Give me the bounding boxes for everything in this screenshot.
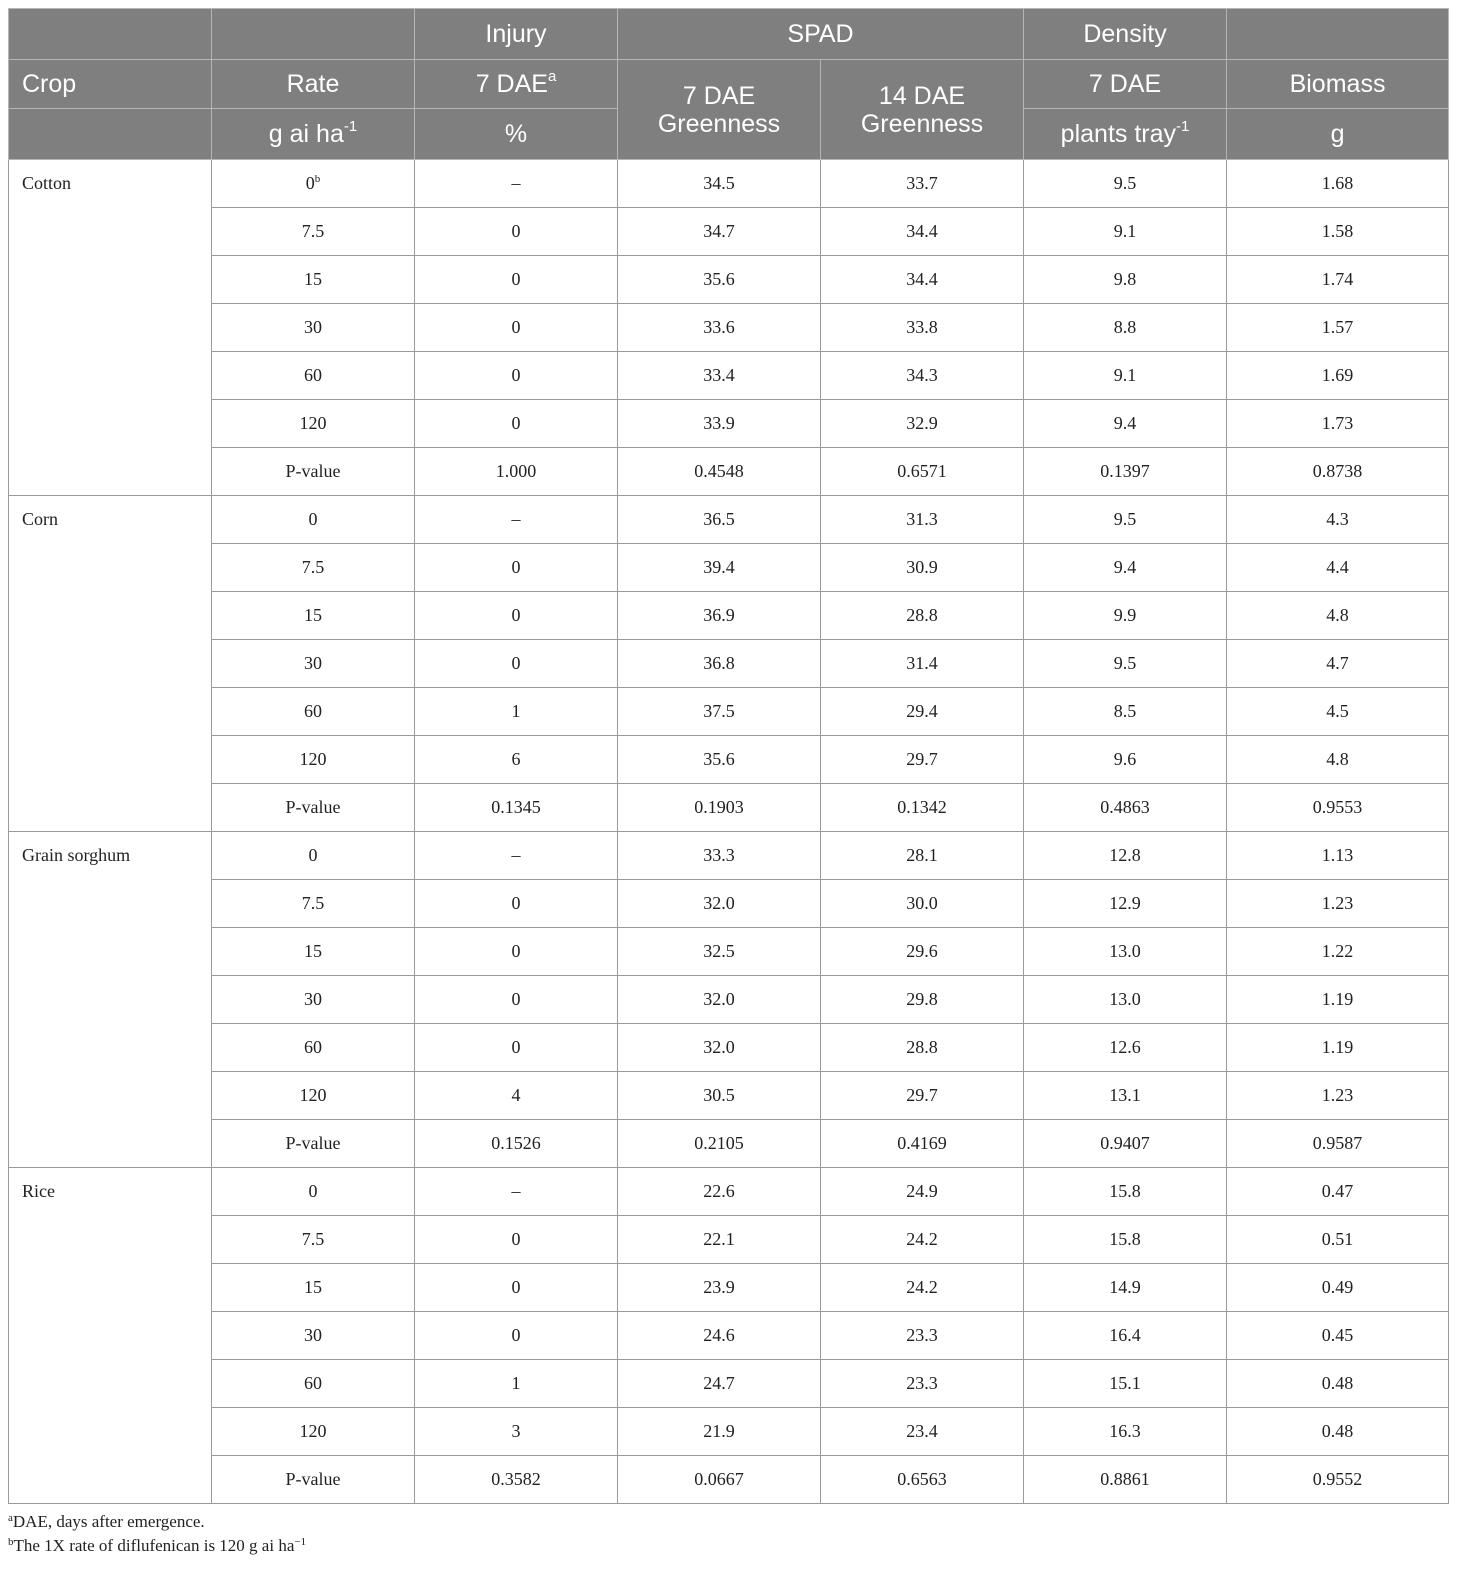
spad14-cell: 32.9	[821, 400, 1024, 448]
spad14-cell: 29.6	[821, 928, 1024, 976]
biomass-cell: 0.9552	[1227, 1456, 1449, 1504]
spad14-cell: 23.3	[821, 1312, 1024, 1360]
header-injury-dae	[415, 60, 618, 109]
biomass-cell: 1.73	[1227, 400, 1449, 448]
spad14-cell: 33.8	[821, 304, 1024, 352]
table-row	[9, 880, 1449, 928]
footnotes	[8, 1510, 1448, 1558]
injury-cell: 6	[415, 736, 618, 784]
spad7-cell: 32.0	[618, 880, 821, 928]
spad14-cell: 0.6563	[821, 1456, 1024, 1504]
spad14-cell: 30.0	[821, 880, 1024, 928]
header-blank-rate	[212, 9, 415, 60]
header-crop-unit-blank	[9, 109, 212, 160]
injury-cell: 0	[415, 1312, 618, 1360]
biomass-cell: 4.7	[1227, 640, 1449, 688]
spad14-cell: 0.4169	[821, 1120, 1024, 1168]
density-cell: 9.8	[1024, 256, 1227, 304]
spad7-cell: 0.4548	[618, 448, 821, 496]
spad14-cell: 29.7	[821, 736, 1024, 784]
table-row	[9, 640, 1449, 688]
rate-cell	[212, 1024, 415, 1072]
rate-cell	[212, 784, 415, 832]
density-cell: 9.9	[1024, 592, 1227, 640]
header-blank-biomass	[1227, 9, 1449, 60]
table-row	[9, 256, 1449, 304]
table-row	[9, 784, 1449, 832]
table-row	[9, 1120, 1449, 1168]
spad7-cell: 35.6	[618, 256, 821, 304]
table-container	[8, 8, 1448, 1558]
injury-cell: 0	[415, 880, 618, 928]
density-cell: 15.8	[1024, 1168, 1227, 1216]
biomass-cell: 1.23	[1227, 880, 1449, 928]
spad7-cell: 21.9	[618, 1408, 821, 1456]
density-cell: 9.1	[1024, 352, 1227, 400]
rate-cell	[212, 208, 415, 256]
rate-value: 0	[308, 509, 318, 529]
header-spad: SPAD	[618, 9, 1024, 60]
header-injury-dae-sup: a	[547, 68, 557, 85]
density-cell: 9.6	[1024, 736, 1227, 784]
biomass-cell: 0.51	[1227, 1216, 1449, 1264]
rate-value: P-value	[285, 461, 341, 481]
biomass-cell: 4.8	[1227, 736, 1449, 784]
density-cell: 14.9	[1024, 1264, 1227, 1312]
injury-cell: 1	[415, 1360, 618, 1408]
spad7-cell: 24.6	[618, 1312, 821, 1360]
biomass-cell: 0.9587	[1227, 1120, 1449, 1168]
density-cell: 8.8	[1024, 304, 1227, 352]
table-row	[9, 688, 1449, 736]
rate-cell	[212, 352, 415, 400]
injury-cell: 0	[415, 544, 618, 592]
spad7-cell: 33.3	[618, 832, 821, 880]
rate-value: 15	[304, 1277, 322, 1297]
spad7-cell: 39.4	[618, 544, 821, 592]
injury-cell: 0	[415, 1024, 618, 1072]
table-row	[9, 448, 1449, 496]
rate-value: 120	[299, 413, 327, 433]
rate-value: 60	[304, 365, 322, 385]
spad7-cell: 0.0667	[618, 1456, 821, 1504]
spad14-cell: 28.8	[821, 592, 1024, 640]
rate-value: 60	[304, 1373, 322, 1393]
rate-value: 30	[304, 989, 322, 1009]
density-cell: 15.1	[1024, 1360, 1227, 1408]
rate-cell	[212, 496, 415, 544]
density-cell: 9.5	[1024, 160, 1227, 208]
biomass-cell: 1.19	[1227, 1024, 1449, 1072]
table-row	[9, 1408, 1449, 1456]
density-cell: 9.4	[1024, 400, 1227, 448]
density-cell: 13.1	[1024, 1072, 1227, 1120]
header-density: Density	[1024, 9, 1227, 60]
density-cell: 16.4	[1024, 1312, 1227, 1360]
injury-cell: 0.1345	[415, 784, 618, 832]
injury-cell: 0	[415, 256, 618, 304]
spad14-cell: 28.8	[821, 1024, 1024, 1072]
spad7-cell: 32.5	[618, 928, 821, 976]
biomass-cell: 1.69	[1227, 352, 1449, 400]
crop-cell: Rice	[9, 1168, 212, 1504]
density-cell: 12.6	[1024, 1024, 1227, 1072]
biomass-cell: 0.9553	[1227, 784, 1449, 832]
spad14-cell: 31.4	[821, 640, 1024, 688]
density-cell: 0.1397	[1024, 448, 1227, 496]
injury-cell: 0	[415, 976, 618, 1024]
header-injury-dae-text: 7 DAE	[475, 70, 548, 98]
spad14-cell: 34.4	[821, 208, 1024, 256]
density-cell: 8.5	[1024, 688, 1227, 736]
rate-cell	[212, 832, 415, 880]
rate-value: 0	[305, 173, 315, 193]
header-biomass: Biomass	[1227, 60, 1449, 109]
injury-cell: 4	[415, 1072, 618, 1120]
spad14-cell: 29.7	[821, 1072, 1024, 1120]
spad7-cell: 23.9	[618, 1264, 821, 1312]
rate-value: P-value	[285, 797, 341, 817]
biomass-cell: 1.58	[1227, 208, 1449, 256]
header-density-unit	[1024, 109, 1227, 160]
spad14-cell: 29.4	[821, 688, 1024, 736]
table-row	[9, 1264, 1449, 1312]
table-header	[9, 9, 1449, 160]
spad7-cell: 36.5	[618, 496, 821, 544]
biomass-cell: 4.5	[1227, 688, 1449, 736]
rate-value: 30	[304, 1325, 322, 1345]
rate-value: 0	[308, 1181, 318, 1201]
footnote-b-sup: b	[8, 1536, 14, 1548]
table-row	[9, 1456, 1449, 1504]
table-row	[9, 832, 1449, 880]
rate-cell	[212, 1264, 415, 1312]
spad7-cell: 32.0	[618, 976, 821, 1024]
spad14-cell: 29.8	[821, 976, 1024, 1024]
rate-value: 15	[304, 605, 322, 625]
spad7-cell: 24.7	[618, 1360, 821, 1408]
biomass-cell: 0.47	[1227, 1168, 1449, 1216]
spad14-cell: 24.2	[821, 1216, 1024, 1264]
spad14-cell: 24.9	[821, 1168, 1024, 1216]
injury-cell: 0.3582	[415, 1456, 618, 1504]
injury-cell: 1	[415, 688, 618, 736]
rate-cell	[212, 880, 415, 928]
spad14-cell: 23.4	[821, 1408, 1024, 1456]
rate-cell	[212, 1360, 415, 1408]
spad7-cell: 32.0	[618, 1024, 821, 1072]
table-row	[9, 928, 1449, 976]
density-cell: 0.9407	[1024, 1120, 1227, 1168]
biomass-cell: 0.48	[1227, 1408, 1449, 1456]
rate-cell	[212, 1072, 415, 1120]
rate-cell	[212, 400, 415, 448]
rate-cell	[212, 544, 415, 592]
table-row	[9, 1168, 1449, 1216]
spad14-cell: 23.3	[821, 1360, 1024, 1408]
rate-cell	[212, 688, 415, 736]
crop-cell: Cotton	[9, 160, 212, 496]
table-row	[9, 1360, 1449, 1408]
injury-cell: –	[415, 1168, 618, 1216]
rate-cell	[212, 1216, 415, 1264]
spad14-cell: 24.2	[821, 1264, 1024, 1312]
biomass-cell: 1.68	[1227, 160, 1449, 208]
injury-cell: 0	[415, 400, 618, 448]
rate-value: P-value	[285, 1133, 341, 1153]
table-body	[9, 160, 1449, 1504]
table-row	[9, 976, 1449, 1024]
spad7-cell: 36.8	[618, 640, 821, 688]
density-cell: 0.4863	[1024, 784, 1227, 832]
rate-cell	[212, 1456, 415, 1504]
footnote-b-text-sup: −1	[294, 1536, 307, 1548]
header-density-dae: 7 DAE	[1024, 60, 1227, 109]
rate-value: 7.5	[301, 893, 325, 913]
header-rate-unit-sup: -1	[343, 118, 358, 135]
biomass-cell: 1.19	[1227, 976, 1449, 1024]
injury-cell: 0.1526	[415, 1120, 618, 1168]
rate-value: P-value	[285, 1469, 341, 1489]
header-crop: Crop	[9, 60, 212, 109]
spad7-cell: 37.5	[618, 688, 821, 736]
rate-value: 120	[299, 749, 327, 769]
spad7-cell: 22.1	[618, 1216, 821, 1264]
spad14-cell: 0.1342	[821, 784, 1024, 832]
spad7-cell: 34.5	[618, 160, 821, 208]
rate-value: 30	[304, 653, 322, 673]
rate-cell	[212, 448, 415, 496]
rate-cell	[212, 1408, 415, 1456]
injury-cell: 0	[415, 304, 618, 352]
header-rate-unit	[212, 109, 415, 160]
injury-cell: –	[415, 496, 618, 544]
spad7-cell: 22.6	[618, 1168, 821, 1216]
spad14-cell: 28.1	[821, 832, 1024, 880]
rate-value: 7.5	[301, 1229, 325, 1249]
rate-cell	[212, 160, 415, 208]
biomass-cell: 0.48	[1227, 1360, 1449, 1408]
table-row	[9, 1216, 1449, 1264]
density-cell: 13.0	[1024, 976, 1227, 1024]
spad7-cell: 35.6	[618, 736, 821, 784]
rate-cell	[212, 928, 415, 976]
rate-value: 30	[304, 317, 322, 337]
biomass-cell: 0.49	[1227, 1264, 1449, 1312]
table-row	[9, 352, 1449, 400]
injury-cell: 0	[415, 1216, 618, 1264]
spad7-cell: 0.2105	[618, 1120, 821, 1168]
injury-cell: 0	[415, 640, 618, 688]
biomass-cell: 4.4	[1227, 544, 1449, 592]
table-row	[9, 1312, 1449, 1360]
rate-cell	[212, 256, 415, 304]
spad7-cell: 0.1903	[618, 784, 821, 832]
injury-cell: 0	[415, 352, 618, 400]
spad14-cell: 34.3	[821, 352, 1024, 400]
spad7-cell: 36.9	[618, 592, 821, 640]
injury-cell: 0	[415, 928, 618, 976]
rate-value: 60	[304, 701, 322, 721]
table-row	[9, 208, 1449, 256]
density-cell: 9.5	[1024, 496, 1227, 544]
rate-value: 120	[299, 1085, 327, 1105]
injury-cell: –	[415, 160, 618, 208]
biomass-cell: 1.13	[1227, 832, 1449, 880]
density-cell: 0.8861	[1024, 1456, 1227, 1504]
table-row	[9, 304, 1449, 352]
spad7-cell: 34.7	[618, 208, 821, 256]
density-cell: 13.0	[1024, 928, 1227, 976]
crop-cell: Grain sorghum	[9, 832, 212, 1168]
rate-cell	[212, 976, 415, 1024]
rate-value: 7.5	[301, 557, 325, 577]
biomass-cell: 1.22	[1227, 928, 1449, 976]
biomass-cell: 1.23	[1227, 1072, 1449, 1120]
biomass-cell: 4.8	[1227, 592, 1449, 640]
biomass-cell: 1.57	[1227, 304, 1449, 352]
rate-cell	[212, 1168, 415, 1216]
table-row	[9, 1072, 1449, 1120]
biomass-cell: 4.3	[1227, 496, 1449, 544]
injury-cell: 0	[415, 1264, 618, 1312]
spad14-cell: 31.3	[821, 496, 1024, 544]
rate-cell	[212, 1312, 415, 1360]
header-spad-7dae: 7 DAE Greenness	[618, 60, 821, 160]
table-row	[9, 160, 1449, 208]
footnote-a	[8, 1510, 1448, 1534]
rate-value: 120	[299, 1421, 327, 1441]
table-row	[9, 400, 1449, 448]
header-biomass-unit: g	[1227, 109, 1449, 160]
rate-cell	[212, 304, 415, 352]
rate-cell	[212, 592, 415, 640]
rate-cell	[212, 640, 415, 688]
injury-cell: 3	[415, 1408, 618, 1456]
header-injury-unit: %	[415, 109, 618, 160]
spad7-cell: 33.6	[618, 304, 821, 352]
injury-cell: 0	[415, 592, 618, 640]
injury-cell: –	[415, 832, 618, 880]
rate-footnote-marker: b	[314, 173, 321, 185]
table-row	[9, 736, 1449, 784]
spad14-cell: 33.7	[821, 160, 1024, 208]
table-row	[9, 592, 1449, 640]
rate-cell	[212, 736, 415, 784]
injury-cell: 0	[415, 208, 618, 256]
table-row	[9, 544, 1449, 592]
density-cell: 12.8	[1024, 832, 1227, 880]
spad14-cell: 34.4	[821, 256, 1024, 304]
rate-cell	[212, 1120, 415, 1168]
header-density-unit-text: plants tray	[1060, 120, 1177, 148]
density-cell: 12.9	[1024, 880, 1227, 928]
density-cell: 9.1	[1024, 208, 1227, 256]
spad14-cell: 0.6571	[821, 448, 1024, 496]
spad7-cell: 30.5	[618, 1072, 821, 1120]
density-cell: 9.4	[1024, 544, 1227, 592]
header-spad-14dae: 14 DAE Greenness	[821, 60, 1024, 160]
spad7-cell: 33.9	[618, 400, 821, 448]
injury-cell: 1.000	[415, 448, 618, 496]
biomass-cell: 1.74	[1227, 256, 1449, 304]
header-rate: Rate	[212, 60, 415, 109]
header-density-unit-sup: -1	[1176, 118, 1190, 135]
table-row	[9, 1024, 1449, 1072]
rate-value: 7.5	[301, 221, 325, 241]
footnote-b-text: The 1X rate of diflufenican is 120 g ai ha	[13, 1536, 295, 1555]
footnote-a-text: DAE, days after emergence.	[12, 1512, 205, 1531]
density-cell: 9.5	[1024, 640, 1227, 688]
density-cell: 15.8	[1024, 1216, 1227, 1264]
rate-value: 15	[304, 941, 322, 961]
header-rate-unit-text: g ai ha	[268, 120, 344, 148]
biomass-cell: 0.45	[1227, 1312, 1449, 1360]
crop-cell: Corn	[9, 496, 212, 832]
header-blank-crop	[9, 9, 212, 60]
spad14-cell: 30.9	[821, 544, 1024, 592]
table-row	[9, 496, 1449, 544]
footnote-b	[8, 1534, 1448, 1558]
biomass-cell: 0.8738	[1227, 448, 1449, 496]
results-table	[8, 8, 1449, 1504]
spad7-cell: 33.4	[618, 352, 821, 400]
density-cell: 16.3	[1024, 1408, 1227, 1456]
header-injury: Injury	[415, 9, 618, 60]
rate-value: 15	[304, 269, 322, 289]
footnote-a-sup: a	[8, 1512, 13, 1524]
rate-value: 60	[304, 1037, 322, 1057]
rate-value: 0	[308, 845, 318, 865]
